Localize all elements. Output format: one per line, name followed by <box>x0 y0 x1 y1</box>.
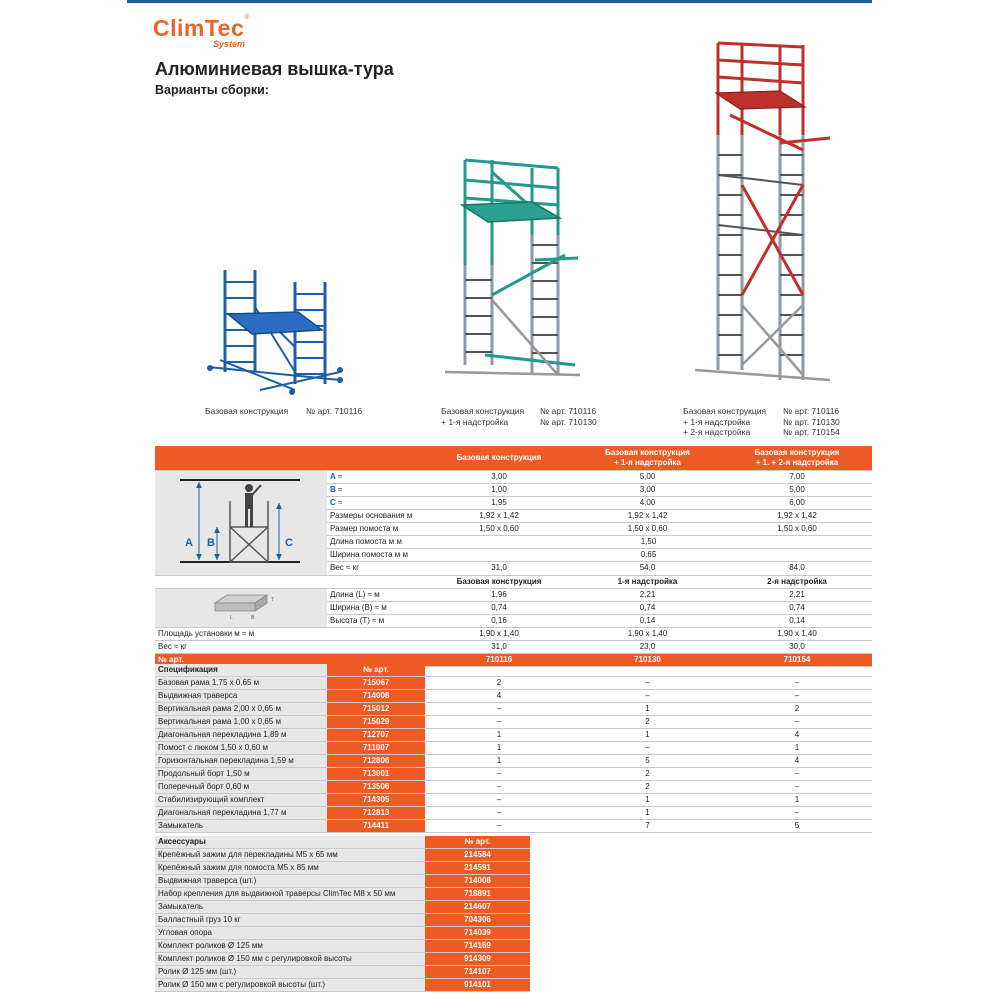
spec-item-qty-plus2: 5 <box>722 820 872 833</box>
pkg-height-label: Высота (T) ≈ м <box>327 614 425 627</box>
acc-row <box>155 940 530 953</box>
acc-row <box>155 966 530 979</box>
spec-item-qty-plus1: 7 <box>573 820 722 833</box>
spec-item-qty-base: – <box>425 768 573 781</box>
spec-item-qty-plus2: – <box>722 768 872 781</box>
caption-2-name: Базовая конструкция + 1-я надстройка <box>441 406 525 427</box>
area-v3: 1,90 x 1,40 <box>722 627 872 640</box>
acc-item-art: 718891 <box>425 888 530 901</box>
page-subtitle: Варианты сборки: <box>155 83 269 97</box>
acc-item-art: 214591 <box>425 862 530 875</box>
acc-item-art: 914101 <box>425 979 530 992</box>
dim-plength-value: 1,50 <box>425 536 872 549</box>
subheader-2: 1-я надстройка <box>573 575 722 588</box>
subheader-3: 2-я надстройка <box>722 575 872 588</box>
brand-logo <box>153 14 293 54</box>
spec-title: Спецификация <box>155 664 327 677</box>
spec-row <box>155 768 872 781</box>
acc-row <box>155 875 530 888</box>
art-row-v3: 710154 <box>722 653 872 666</box>
acc-item-name: Комплект роликов Ø 150 мм с регулировкой высоты <box>155 953 425 966</box>
tower-plus1-illustration <box>440 150 590 385</box>
pkg-weight-label: Вес ≈ кг <box>155 640 425 653</box>
dim-pwidth-value: 0,65 <box>425 549 872 562</box>
dim-weight-v2: 54,0 <box>573 562 722 575</box>
acc-table <box>155 836 530 992</box>
spec-item-art: 714305 <box>327 794 425 807</box>
dim-row-a <box>155 470 872 483</box>
spec-item-qty-base: – <box>425 820 573 833</box>
brand-name: ClimTec <box>153 15 245 41</box>
spec-row <box>155 703 872 716</box>
tower-base-illustration <box>200 262 350 397</box>
spec-item-qty-plus1: 2 <box>573 768 722 781</box>
pkg-length-label: Длина (L) ≈ м <box>327 588 425 601</box>
spec-item-qty-plus2: 1 <box>722 742 872 755</box>
spec-item-qty-plus2: – <box>722 690 872 703</box>
spec-item-name: Вертикальная рама 2,00 x 0,65 м <box>155 703 327 716</box>
dim-b-label: B ≈ <box>327 483 425 496</box>
acc-row <box>155 927 530 940</box>
dim-base-v2: 1,92 x 1,42 <box>573 509 722 522</box>
spec-item-qty-plus2: – <box>722 677 872 690</box>
spec-item-name: Продольный борт 1,50 м <box>155 768 327 781</box>
acc-item-name: Крепёжный зажим для помоста M5 x 85 мм <box>155 862 425 875</box>
area-label: Площадь установки м ≈ м <box>155 627 425 640</box>
acc-item-art: 714107 <box>425 966 530 979</box>
pkg-weight-v1: 31,0 <box>425 640 573 653</box>
dim-weight-v1: 31,0 <box>425 562 573 575</box>
acc-item-art: 714039 <box>425 927 530 940</box>
spec-item-name: Помост с люком 1,50 x 0,60 м <box>155 742 327 755</box>
acc-item-name: Комплект роликов Ø 125 мм <box>155 940 425 953</box>
spec-item-qty-plus2: 4 <box>722 729 872 742</box>
art-row-v1: 710116 <box>425 653 573 666</box>
spec-row <box>155 716 872 729</box>
acc-row <box>155 953 530 966</box>
acc-item-name: Угловая опора <box>155 927 425 940</box>
spec-item-name: Базовая рама 1,75 x 0,65 м <box>155 677 327 690</box>
acc-row <box>155 979 530 992</box>
pkg-length-v1: 1,96 <box>425 588 573 601</box>
pkg-width-v2: 0,74 <box>573 601 722 614</box>
spec-item-qty-base: – <box>425 794 573 807</box>
spec-item-art: 715029 <box>327 716 425 729</box>
spec-row <box>155 807 872 820</box>
acc-row <box>155 901 530 914</box>
spec-item-art: 713001 <box>327 768 425 781</box>
spec-row <box>155 781 872 794</box>
spec-item-art: 715012 <box>327 703 425 716</box>
spec-item-name: Выдвижная траверса <box>155 690 327 703</box>
spec-item-qty-plus1: – <box>573 677 722 690</box>
spec-item-qty-plus1: – <box>573 742 722 755</box>
acc-item-art: 214584 <box>425 849 530 862</box>
caption-3-name: Базовая конструкция + 1-я надстройка + 2-я надстройка <box>683 406 767 437</box>
subheader-empty <box>155 575 425 588</box>
spec-item-name: Вертикальная рама 1,00 x 0,65 м <box>155 716 327 729</box>
dim-c-v2: 4,00 <box>573 496 722 509</box>
pkg-height-v2: 0,14 <box>573 614 722 627</box>
pkg-row-length <box>155 588 872 601</box>
spec-item-qty-base: 1 <box>425 729 573 742</box>
acc-row <box>155 849 530 862</box>
spec-row <box>155 742 872 755</box>
caption-1-name: Базовая конструкция <box>205 406 289 416</box>
spec-row <box>155 677 872 690</box>
caption-1-art: № арт. 710116 <box>306 406 363 416</box>
dim-weight-label: Вес ≈ кг <box>327 562 425 575</box>
diagram-label-c: C <box>285 536 293 549</box>
spec-item-art: 715067 <box>327 677 425 690</box>
tower-dimension-diagram <box>155 470 327 575</box>
header-col-3: Базовая конструкция + 1. + 2-я надстройка <box>722 446 872 470</box>
pkg-width-v3: 0,74 <box>722 601 872 614</box>
spec-item-qty-base: – <box>425 716 573 729</box>
top-rule <box>127 0 872 3</box>
dim-platform-v1: 1,50 x 0,60 <box>425 523 573 536</box>
dim-plength-label: Длина помоста м м <box>327 536 425 549</box>
acc-art-header: № арт. <box>425 836 530 849</box>
acc-item-art: 914309 <box>425 953 530 966</box>
caption-2-art: № арт. 710116 № арт. 710130 <box>540 406 597 427</box>
spec-item-qty-plus1: 1 <box>573 794 722 807</box>
spec-table <box>155 664 872 833</box>
pkg-width-label: Ширина (B) ≈ м <box>327 601 425 614</box>
box-label-l: L <box>230 614 233 621</box>
dim-base-v3: 1,92 x 1,42 <box>722 509 872 522</box>
acc-item-name: Набор крепления для выдвижной траверсы ClimTec M8 x 50 мм <box>155 888 425 901</box>
dimensions-table <box>155 446 872 667</box>
header-col-1: Базовая конструкция <box>425 446 573 470</box>
spec-item-art: 712813 <box>327 807 425 820</box>
spec-item-art: 714411 <box>327 820 425 833</box>
spec-row <box>155 729 872 742</box>
dim-platform-v2: 1,50 x 0,60 <box>573 523 722 536</box>
art-row-v2: 710130 <box>573 653 722 666</box>
spec-item-qty-plus1: 2 <box>573 716 722 729</box>
header-col-2: Базовая конструкция + 1-я надстройка <box>573 446 722 470</box>
acc-item-name: Ролик Ø 150 мм с регулировкой высоты (шт.) <box>155 979 425 992</box>
spec-item-qty-plus2: 2 <box>722 703 872 716</box>
acc-item-name: Крепёжный зажим для перекладины M5 x 65 мм <box>155 849 425 862</box>
spec-item-qty-base: 1 <box>425 755 573 768</box>
dim-platform-v3: 1,50 x 0,60 <box>722 523 872 536</box>
spec-item-art: 711007 <box>327 742 425 755</box>
spec-item-qty-base: 1 <box>425 742 573 755</box>
spec-item-name: Диагональная перекладина 1,77 м <box>155 807 327 820</box>
spec-item-qty-base: – <box>425 703 573 716</box>
acc-item-art: 704306 <box>425 914 530 927</box>
acc-title: Аксессуары <box>155 836 425 849</box>
spec-item-qty-plus2: 1 <box>722 794 872 807</box>
art-row-label: № арт. <box>155 653 425 666</box>
dim-a-v2: 5,00 <box>573 470 722 483</box>
dim-platform-label: Размер помоста м <box>327 523 425 536</box>
diagram-label-b: B <box>207 536 215 549</box>
acc-row <box>155 862 530 875</box>
area-row <box>155 627 872 640</box>
spec-row <box>155 690 872 703</box>
header-empty <box>155 446 425 470</box>
spec-item-qty-base: – <box>425 781 573 794</box>
spec-item-name: Замыкатель <box>155 820 327 833</box>
spec-item-qty-plus1: 2 <box>573 781 722 794</box>
acc-row <box>155 888 530 901</box>
spec-item-qty-plus2: – <box>722 716 872 729</box>
box-label-t: T <box>271 596 275 603</box>
dim-base-v1: 1,92 x 1,42 <box>425 509 573 522</box>
spec-art-header: № арт. <box>327 664 425 677</box>
pkg-height-v3: 0,14 <box>722 614 872 627</box>
acc-row <box>155 914 530 927</box>
page-title: Алюминиевая вышка-тура <box>155 59 394 79</box>
spec-item-qty-plus1: – <box>573 690 722 703</box>
acc-item-art: 714169 <box>425 940 530 953</box>
spec-item-art: 714008 <box>327 690 425 703</box>
spec-row <box>155 794 872 807</box>
acc-item-name: Балластный груз 10 кг <box>155 914 425 927</box>
dim-pwidth-label: Ширина помоста м м <box>327 549 425 562</box>
brand-sub: System <box>213 39 246 49</box>
spec-item-qty-plus1: 1 <box>573 807 722 820</box>
dim-a-label: A ≈ <box>327 470 425 483</box>
spec-item-name: Поперечный борт 0,60 м <box>155 781 327 794</box>
spec-item-qty-plus2: – <box>722 807 872 820</box>
spec-item-qty-plus1: 5 <box>573 755 722 768</box>
diagram-label-a: A <box>185 536 193 549</box>
spec-item-qty-plus2: – <box>722 781 872 794</box>
spec-row <box>155 755 872 768</box>
area-v2: 1,90 x 1,40 <box>573 627 722 640</box>
spec-item-art: 712707 <box>327 729 425 742</box>
acc-item-art: 714008 <box>425 875 530 888</box>
acc-item-name: Замыкатель <box>155 901 425 914</box>
spec-item-name: Стабилизирующий комплект <box>155 794 327 807</box>
dim-c-v1: 1,95 <box>425 496 573 509</box>
pkg-length-v2: 2,21 <box>573 588 722 601</box>
dim-b-v1: 1,00 <box>425 483 573 496</box>
spec-item-qty-base: – <box>425 807 573 820</box>
dim-c-label: C ≈ <box>327 496 425 509</box>
pkg-width-v1: 0,74 <box>425 601 573 614</box>
package-subheader-row <box>155 575 872 588</box>
spec-header-row <box>155 664 872 677</box>
spec-item-qty-plus1: 1 <box>573 703 722 716</box>
spec-header-empty <box>425 664 872 677</box>
pkg-length-v3: 2,21 <box>722 588 872 601</box>
acc-item-name: Ролик Ø 125 мм (шт.) <box>155 966 425 979</box>
pkg-weight-row <box>155 640 872 653</box>
tower-plus2-illustration <box>690 35 835 385</box>
subheader-1: Базовая конструкция <box>425 575 573 588</box>
area-v1: 1,90 x 1,40 <box>425 627 573 640</box>
spec-item-qty-plus1: 1 <box>573 729 722 742</box>
dimensions-header-row <box>155 446 872 470</box>
dim-c-v3: 6,00 <box>722 496 872 509</box>
acc-item-art: 214607 <box>425 901 530 914</box>
pkg-weight-v3: 30,0 <box>722 640 872 653</box>
dim-base-label: Размеры основания м <box>327 509 425 522</box>
spec-item-qty-base: 2 <box>425 677 573 690</box>
spec-item-art: 713506 <box>327 781 425 794</box>
spec-item-name: Диагональная перекладина 1,89 м <box>155 729 327 742</box>
acc-item-name: Выдвижная траверса (шт.) <box>155 875 425 888</box>
spec-row <box>155 820 872 833</box>
dim-a-v3: 7,00 <box>722 470 872 483</box>
brand-reg: ® <box>244 14 250 21</box>
spec-item-qty-plus2: 4 <box>722 755 872 768</box>
dim-b-v3: 5,00 <box>722 483 872 496</box>
box-label-b: B <box>251 614 255 621</box>
caption-3-art: № арт. 710116 № арт. 710130 № арт. 710154 <box>783 406 840 437</box>
pkg-weight-v2: 23,0 <box>573 640 722 653</box>
package-box-diagram <box>155 588 327 627</box>
spec-item-qty-base: 4 <box>425 690 573 703</box>
dim-a-v1: 3,00 <box>425 470 573 483</box>
acc-header-row <box>155 836 530 849</box>
dim-weight-v3: 84,0 <box>722 562 872 575</box>
pkg-height-v1: 0,16 <box>425 614 573 627</box>
dim-b-v2: 3,00 <box>573 483 722 496</box>
spec-item-art: 712806 <box>327 755 425 768</box>
spec-item-name: Горизонтальная перекладина 1,59 м <box>155 755 327 768</box>
